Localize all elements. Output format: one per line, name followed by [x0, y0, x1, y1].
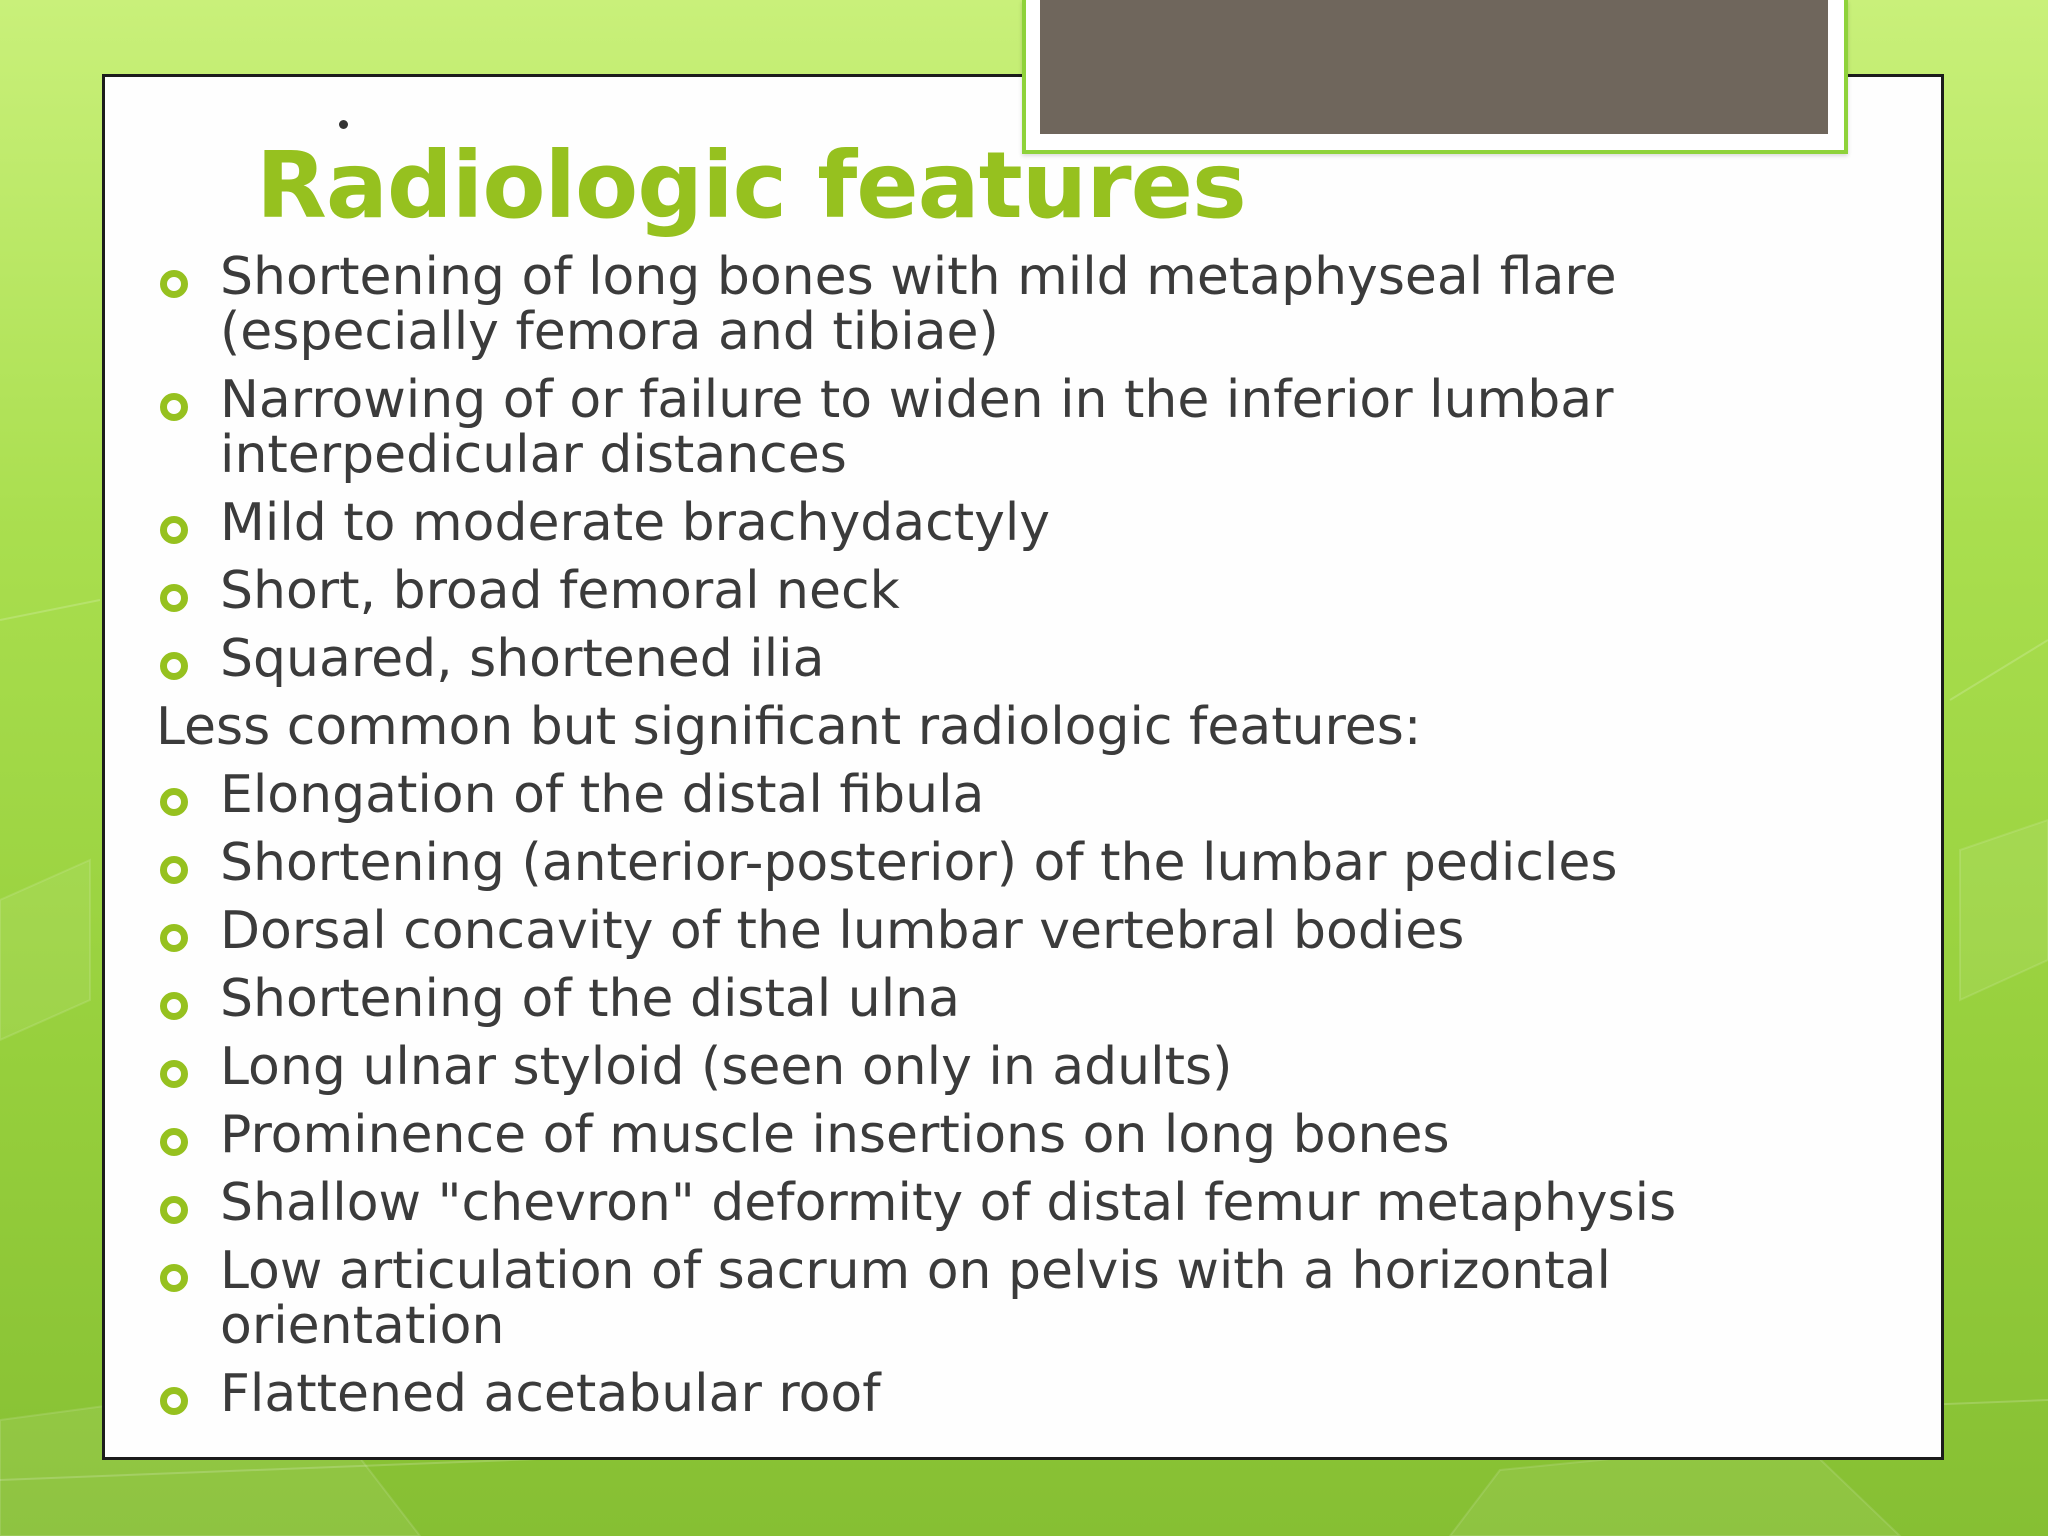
list-item [156, 765, 1716, 825]
slide-title: Radiologic features [256, 132, 1246, 239]
list-item [156, 561, 1716, 621]
hollow-circle-bullet-icon [160, 1128, 188, 1156]
hollow-circle-bullet-icon [160, 516, 188, 544]
hollow-circle-bullet-icon [160, 584, 188, 612]
hollow-circle-bullet-icon [160, 270, 188, 298]
hollow-circle-bullet-icon [160, 1264, 188, 1292]
list-item [156, 247, 1716, 362]
list-item-text: Shortening of the distal ulna [220, 969, 960, 1029]
list-item [156, 901, 1716, 961]
hollow-circle-bullet-icon [160, 992, 188, 1020]
list-item [156, 1105, 1716, 1165]
list-item-text: Mild to moderate brachydactyly [220, 493, 1051, 553]
list-item-text: Low articulation of sacrum on pelvis with a horizontal orientation [220, 1241, 1611, 1356]
list-item-text: Flattened acetabular roof [220, 1364, 881, 1424]
list-item [156, 493, 1716, 553]
title-accent-block [1040, 0, 1828, 134]
hollow-circle-bullet-icon [160, 1387, 188, 1415]
list-item-text: Narrowing of or failure to widen in the inferior lumbar interpedicular distances [220, 370, 1614, 485]
hollow-circle-bullet-icon [160, 788, 188, 816]
list-item-text: Long ulnar styloid (seen only in adults) [220, 1037, 1233, 1097]
hollow-circle-bullet-icon [160, 856, 188, 884]
list-item-text: Elongation of the distal fibula [220, 765, 985, 825]
hollow-circle-bullet-icon [160, 652, 188, 680]
title-marker-dot [339, 120, 348, 129]
list-item [156, 370, 1716, 485]
hollow-circle-bullet-icon [160, 1196, 188, 1224]
list-item-text: Squared, shortened ilia [220, 629, 825, 689]
list-item-text: Shallow "chevron" deformity of distal femur metaphysis [220, 1173, 1677, 1233]
list-item [156, 833, 1716, 893]
list-item [156, 969, 1716, 1029]
list-item-text: Shortening of long bones with mild metaphyseal flare (especially femora and tibiae) [220, 247, 1617, 362]
slide-body [156, 247, 1716, 1435]
hollow-circle-bullet-icon [160, 393, 188, 421]
list-item [156, 1037, 1716, 1097]
list-item [156, 1241, 1716, 1356]
list-item [156, 629, 1716, 689]
hollow-circle-bullet-icon [160, 1060, 188, 1088]
list-item-text: Shortening (anterior-posterior) of the lumbar pedicles [220, 833, 1618, 893]
section-heading: Less common but significant radiologic features: [156, 697, 1422, 757]
list-item-text: Dorsal concavity of the lumbar vertebral bodies [220, 901, 1465, 961]
list-item [156, 1364, 1716, 1424]
list-item-text: Prominence of muscle insertions on long bones [220, 1105, 1450, 1165]
list-item [156, 1173, 1716, 1233]
hollow-circle-bullet-icon [160, 924, 188, 952]
list-item-text: Short, broad femoral neck [220, 561, 900, 621]
